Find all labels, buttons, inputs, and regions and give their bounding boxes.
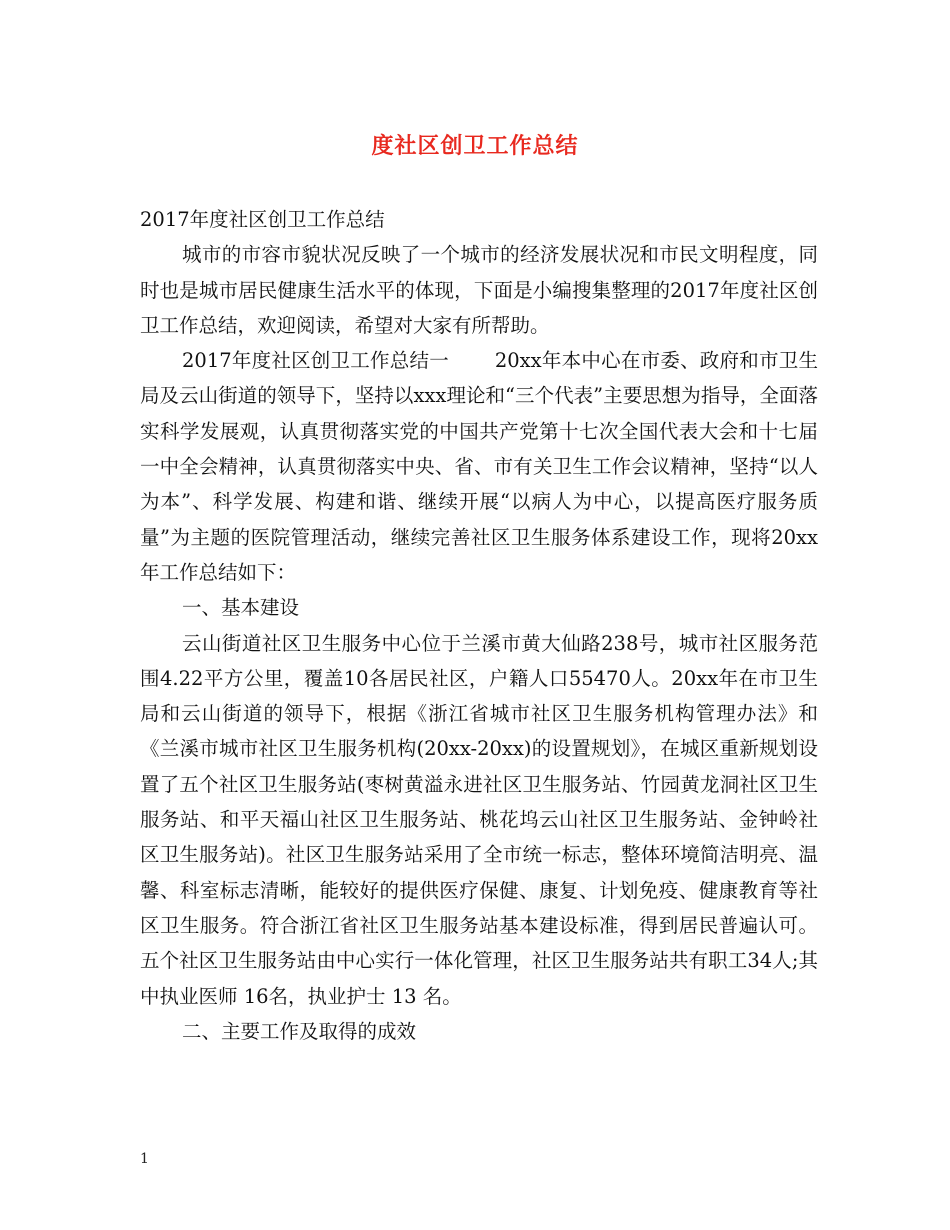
page-number: 1 — [140, 1151, 149, 1167]
paragraph-heading: 2017年度社区创卫工作总结 — [140, 208, 385, 231]
paragraph-summary-one: 2017年度社区创卫工作总结一 20xx年本中心在市委、政府和市卫生局及云山街道的领导下，坚持以xxx理论和“三个代表”主要思想为指导，全面落实科学发展观，认真贯彻落实党的中国共产党第十七次全国代表大会和十七届一中全会精神，认真贯彻落实中央、省、市有关卫生工作会议精神，坚持“以人为本”、科学发展、构建和谐、继续开展“以病人为中心，以提高医疗服务质量”为主题的医院管理活动，继续完善社区卫生服务体系建设工作，现将20xx年工作总结如下： — [140, 349, 818, 584]
document-title: 度社区创卫工作总结 — [371, 134, 579, 159]
section-heading-main-work: 二、主要工作及取得的成效 — [182, 1019, 417, 1043]
paragraph-basic-construction: 云山街道社区卫生服务中心位于兰溪市黄大仙路238号，城市社区服务范围4.22平方公里，覆盖10各居民社区，户籍人口55470人。20xx年在市卫生局和云山街道的领导下，根据《浙江省城市社区卫生服务机构管理办法》和《兰溪市城市社区卫生服务机构(20xx-20xx)的设置规划》，在城区重新规划设置了五个社区卫生服务站(枣树黄溢永进社区卫生服务站、竹园黄龙洞社区卫生服务站、和平天福山社区卫生服务站、桃花坞云山社区卫生服务站、金钟岭社区卫生服务站)。社区卫生服务站采用了全市统一标志，整体环境简洁明亮、温馨、科室标志清晰，能较好的提供医疗保健、康复、计划免疫、健康教育等社区卫生服务。符合浙江省社区卫生服务站基本建设标准，得到居民普遍认可。五个社区卫生服务站由中心实行一体化管理，社区卫生服务站共有职工34人;其中执业医师 16名，执业护士 13 名。 — [140, 631, 818, 1008]
document-body — [140, 202, 818, 1049]
paragraph-intro: 城市的市容市貌状况反映了一个城市的经济发展状况和市民文明程度，同时也是城市居民健康生活水平的体现，下面是小编搜集整理的2017年度社区创卫工作总结，欢迎阅读，希望对大家有所帮助。 — [140, 243, 818, 337]
section-heading-basic-construction: 一、基本建设 — [182, 596, 300, 620]
